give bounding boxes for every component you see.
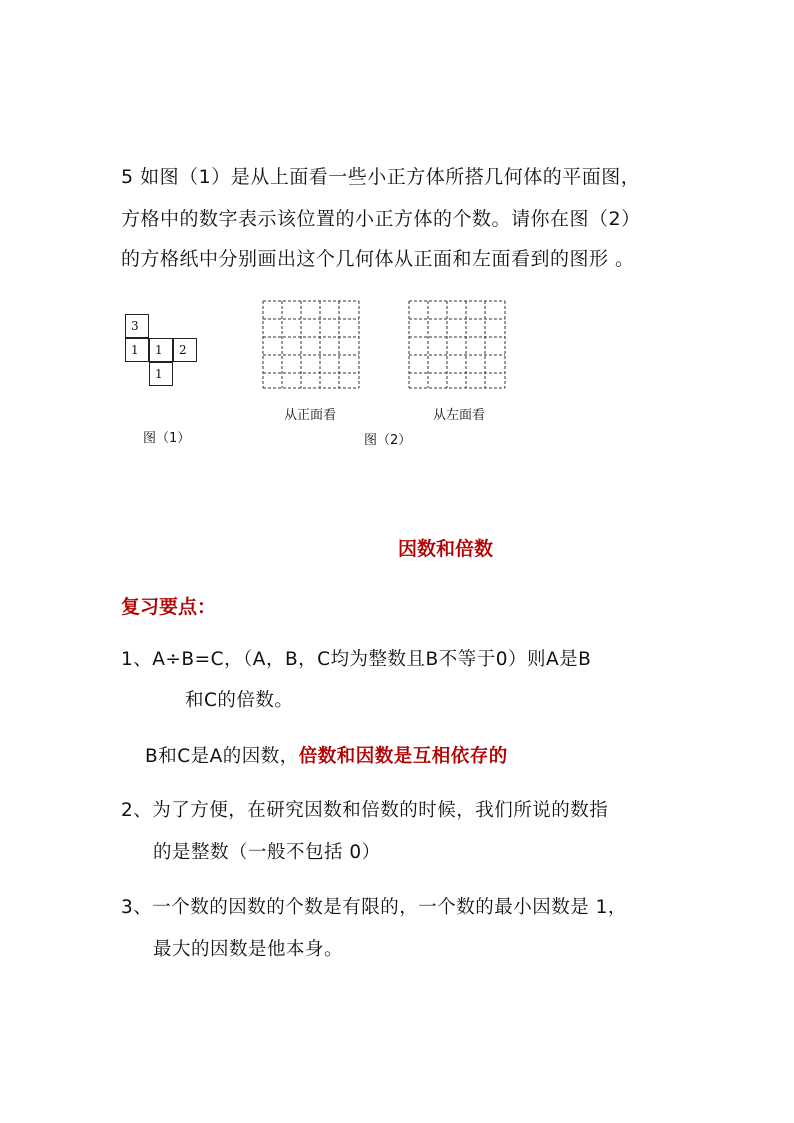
- question-5-line-3: 的方格纸中分别画出这个几何体从正面和左面看到的图形 。: [121, 248, 635, 270]
- figure-2-caption: 图（2）: [364, 433, 412, 448]
- plan-cell: 3: [125, 314, 149, 338]
- point-1-emphasis: 倍数和因数是互相依存的: [298, 746, 508, 767]
- point-1-line-1: 1、A÷B=C，（A，B，C均为整数且B不等于0）则A是B: [121, 649, 592, 670]
- plan-cell: 2: [173, 338, 197, 362]
- plan-cell: 1: [149, 338, 173, 362]
- left-view-label: 从左面看: [433, 408, 486, 423]
- point-3-line-2: 最大的因数是他本身。: [153, 939, 344, 960]
- question-5-line-2: 方格中的数字表示该位置的小正方体的个数。请你在图（2）: [121, 208, 641, 230]
- plan-cell: 1: [125, 338, 149, 362]
- review-heading: 复习要点：: [121, 596, 217, 618]
- point-1-line-3: [145, 742, 508, 768]
- plan-cell: 1: [149, 362, 173, 386]
- front-view-dashed-grid: [262, 300, 362, 390]
- left-view-dashed-grid: [408, 300, 508, 390]
- figure-1-caption: 图（1）: [143, 431, 191, 446]
- front-view-label: 从正面看: [284, 408, 337, 423]
- point-2-line-1: 2、为了方便，在研究因数和倍数的时候，我们所说的数指: [121, 800, 609, 821]
- point-1-plain-text: B和C是A的因数，: [145, 746, 299, 767]
- section-title: 因数和倍数: [398, 538, 494, 560]
- point-3-line-1: 3、一个数的因数的个数是有限的，一个数的最小因数是 1，: [121, 897, 627, 918]
- question-5-line-1: 5 如图（1）是从上面看一些小正方体所搭几何体的平面图，: [121, 166, 641, 188]
- point-2-line-2: 的是整数（一般不包括 0）: [153, 842, 381, 863]
- point-1-line-2: 和C的倍数。: [185, 690, 294, 711]
